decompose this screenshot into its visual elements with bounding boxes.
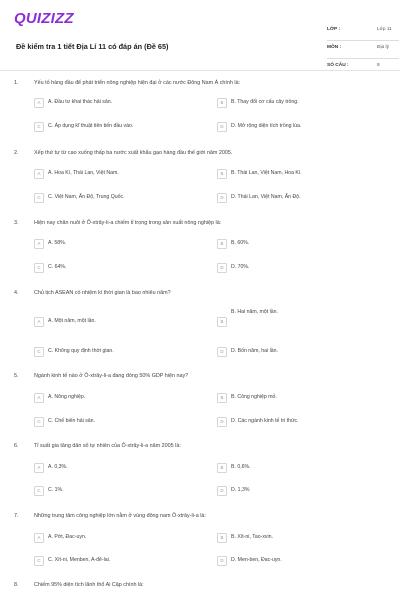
- option-text: D. Men-ben, Đac-uyn.: [231, 557, 282, 563]
- option-letter-box: B: [217, 393, 227, 403]
- question-text: Chủ tịch ASEAN có nhiệm kì thời gian là bao nhiêu năm?: [34, 290, 171, 296]
- meta-label: MÔN :: [327, 45, 342, 50]
- option-text: D. Thái Lan, Việt Nam, Ấn Độ.: [231, 194, 301, 200]
- question-text: Chiếm 95% diện tích lãnh thổ Ai Cập chính là:: [34, 582, 144, 588]
- option-text: A. Hoa Kì, Thái Lan, Việt Nam.: [48, 170, 119, 176]
- option-letter-box: A: [34, 463, 44, 473]
- option-letter-box: B: [217, 98, 227, 108]
- option-letter-box: A: [34, 239, 44, 249]
- option-text: D. 70%.: [231, 264, 250, 270]
- option-text: A. Một năm, một lần.: [48, 318, 96, 324]
- option-text: A. Pớt, Đac-uyn.: [48, 534, 87, 540]
- question-text: Tỉ suất gia tăng dân số tự nhiên của Ô-xtrây-li-a năm 2005 là:: [34, 443, 181, 449]
- meta-info: [327, 23, 399, 76]
- meta-row-subject: [327, 41, 399, 59]
- option-text: C. Chế biến hải sản.: [48, 418, 96, 424]
- option-letter-box: D: [217, 486, 227, 496]
- option-text: A. 58%.: [48, 240, 67, 246]
- question-text: Hiện nay chăn nuôi ở Ô-xtrây-li-a chiếm tỉ trọng trong sản xuất nông nghiệp là:: [34, 220, 222, 226]
- option-text: D. Bốn năm, hai lần.: [231, 348, 279, 354]
- option-text: D. Các ngành kinh tế tri thức.: [231, 418, 299, 424]
- option-text: C. Việt Nam, Ấn Độ, Trung Quốc.: [48, 194, 125, 200]
- option-letter-box: B: [217, 317, 227, 327]
- option-text: C. Xít-ni, Menben, A-đê-lai.: [48, 557, 111, 563]
- option-text: C. Áp dụng kĩ thuật tiên tiến đầu vào.: [48, 123, 134, 129]
- question-number: 6.: [14, 443, 19, 449]
- header-divider: [0, 70, 400, 71]
- page-title: Đề kiểm tra 1 tiết Địa Lí 11 có đáp án (Đề 65): [16, 42, 169, 51]
- option-letter-box: C: [34, 122, 44, 132]
- option-letter-box: A: [34, 169, 44, 179]
- option-text: D. Mở rộng diện tích trồng lúa.: [231, 123, 302, 129]
- option-text: D. 1,3%: [231, 487, 250, 493]
- option-letter-box: D: [217, 122, 227, 132]
- question-number: 8.: [14, 582, 19, 588]
- option-text: A. Đầu tư khai thác hải sản.: [48, 99, 113, 105]
- option-letter-box: B: [217, 169, 227, 179]
- meta-value: 8: [377, 63, 380, 68]
- quizizz-logo[interactable]: QUIZIZZ: [14, 10, 74, 27]
- option-text: C. Không quy định thời gian.: [48, 348, 114, 354]
- question-number: 5.: [14, 373, 19, 379]
- question-number: 1.: [14, 80, 19, 86]
- question-text: Những trung tâm công nghiệp lớn nằm ở vùng đông nam Ô-xtrây-li-a là:: [34, 513, 206, 519]
- option-text: B. Xít-ni, Tao-xvin.: [231, 534, 273, 540]
- question-number: 4.: [14, 290, 19, 296]
- option-text: B. 60%.: [231, 240, 250, 246]
- option-text: B. Công nghiệp mỏ.: [231, 394, 277, 400]
- question-text: Ngành kinh tế nào ở Ô-xtrây-li-a đang đóng 50% GDP hiện nay?: [34, 373, 189, 379]
- meta-label: LỚP :: [327, 27, 341, 32]
- question-number: 2.: [14, 150, 19, 156]
- option-letter-box: A: [34, 533, 44, 543]
- option-letter-box: C: [34, 556, 44, 566]
- option-letter-box: B: [217, 239, 227, 249]
- option-letter-box: A: [34, 317, 44, 327]
- worksheet-header: [14, 10, 392, 70]
- option-letter-box: D: [217, 556, 227, 566]
- option-letter-box: C: [34, 263, 44, 273]
- option-letter-box: B: [217, 533, 227, 543]
- meta-value: Lớp 11: [377, 27, 392, 32]
- question-text: Xếp thứ tự từ cao xuống thấp ba nước xuất khẩu gạo hàng đầu thế giới năm 2005.: [34, 150, 233, 156]
- option-text: B. 0,6%.: [231, 464, 251, 470]
- option-letter-box: A: [34, 98, 44, 108]
- option-text: A. 0,3%.: [48, 464, 68, 470]
- option-letter-box: A: [34, 393, 44, 403]
- option-letter-box: D: [217, 263, 227, 273]
- option-letter-box: D: [217, 347, 227, 357]
- option-text: C. 1%.: [48, 487, 64, 493]
- option-text: B. Thái Lan, Việt Nam, Hoa Kì.: [231, 170, 302, 176]
- option-text: B. Thay đổi cơ cấu cây trồng.: [231, 99, 299, 105]
- meta-label: SỐ CÂU :: [327, 63, 349, 68]
- option-letter-box: C: [34, 347, 44, 357]
- meta-value: Địa lý: [377, 45, 389, 50]
- option-letter-box: D: [217, 193, 227, 203]
- question-text: Yếu tố hàng đầu để phát triển nông nghiệp hiện đại ở các nước Đông Nam Á chính là:: [34, 80, 241, 86]
- option-text: A. Nông nghiệp.: [48, 394, 86, 400]
- meta-row-count: [327, 59, 399, 76]
- option-letter-box: C: [34, 486, 44, 496]
- meta-row-class: [327, 23, 399, 41]
- question-number: 7.: [14, 513, 19, 519]
- option-letter-box: D: [217, 417, 227, 427]
- question-number: 3.: [14, 220, 19, 226]
- option-letter-box: C: [34, 193, 44, 203]
- option-text: C. 64%.: [48, 264, 67, 270]
- option-text: B. Hai năm, một lần.: [231, 309, 278, 315]
- option-letter-box: C: [34, 417, 44, 427]
- option-letter-box: B: [217, 463, 227, 473]
